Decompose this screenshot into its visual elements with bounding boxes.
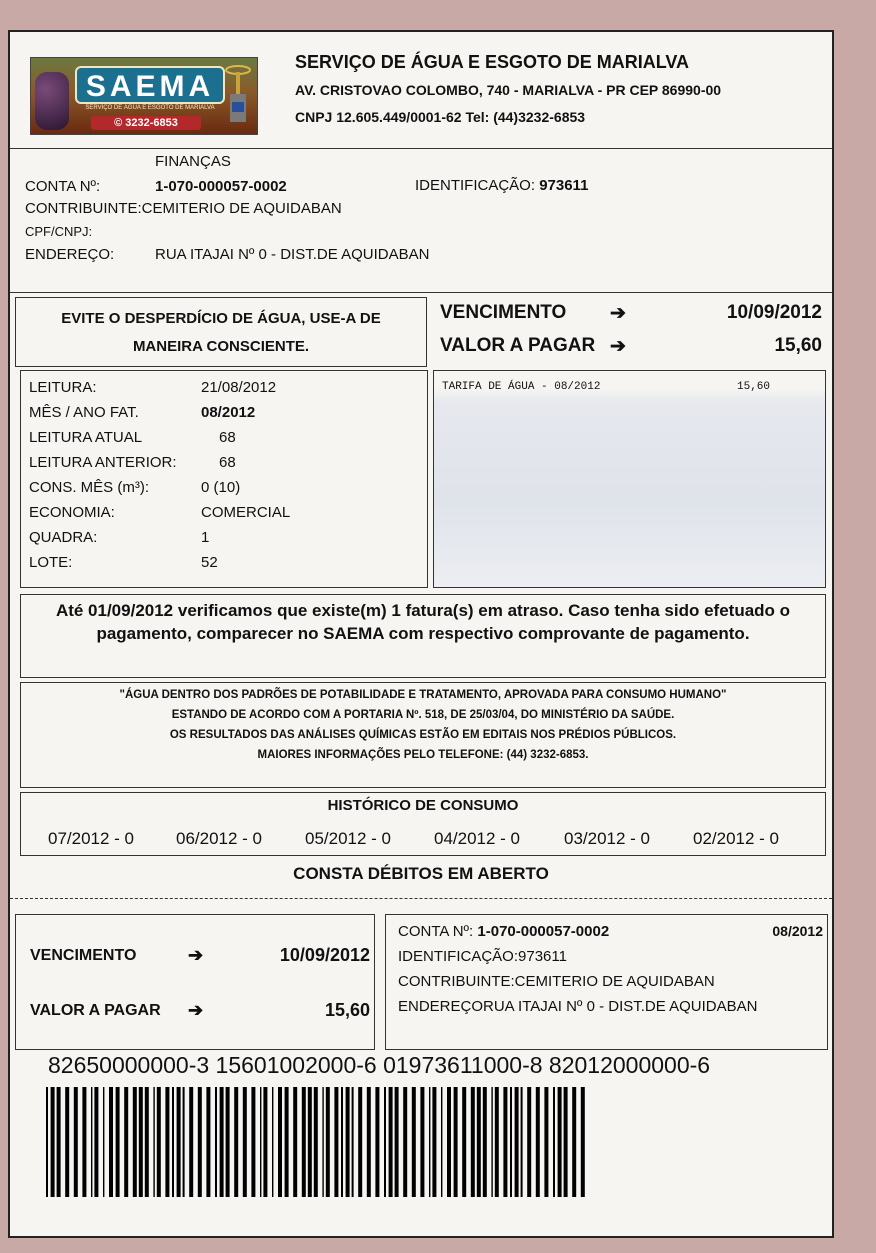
saema-logo	[30, 57, 258, 135]
company-cnpj: CNPJ 12.605.449/0001-62 Tel: (44)3232-6853	[295, 109, 586, 125]
arrow-icon: ➔	[188, 945, 204, 965]
notice-line-2: MANEIRA CONSCIENTE.	[132, 338, 310, 355]
quality-line-4: MAIORES INFORMAÇÕES PELO TELEFONE: (44) 3232-6853.	[257, 749, 589, 761]
overdue-notice	[20, 594, 826, 678]
stub-account-panel	[385, 914, 828, 1050]
barcode	[46, 1087, 586, 1197]
reading-panel	[20, 370, 428, 588]
barcode-digit-line: 82650000000-3 15601002000-6 01973611000-8 82012000000-6	[48, 1052, 711, 1078]
amount-due: 15,60	[774, 335, 822, 356]
previous-reading-label: LEITURA ANTERIOR:	[29, 454, 177, 471]
identification: IDENTIFICAÇÃO: 973611	[415, 177, 589, 194]
account-number-label: CONTA Nº:	[25, 178, 101, 195]
water-quality-notice	[20, 682, 826, 788]
billing-month: 08/2012	[201, 404, 256, 421]
cpf-cnpj-label: CPF/CNPJ:	[25, 224, 93, 239]
charge-item-label: TARIFA DE ÁGUA - 08/2012	[442, 381, 601, 393]
quality-line-2: ESTANDO DE ACORDO COM A PORTARIA Nº. 518, DE 25/03/04, DO MINISTÉRIO DA SAÚDE.	[171, 709, 675, 721]
amount-label: VALOR A PAGAR	[440, 335, 596, 356]
current-reading-label: LEITURA ATUAL	[29, 429, 143, 446]
stub-period: 08/2012	[772, 923, 823, 939]
stub-due-date: 10/09/2012	[279, 945, 370, 965]
arrow-icon: ➔	[610, 303, 626, 324]
stub-amount: 15,60	[324, 1000, 370, 1020]
reading-date: 21/08/2012	[201, 379, 277, 396]
tear-line	[10, 898, 832, 899]
history-title: HISTÓRICO DE CONSUMO	[327, 797, 519, 814]
address-label: ENDEREÇO:	[25, 246, 115, 263]
stub-taxpayer: CONTRIBUINTE:CEMITERIO DE AQUIDABAN	[398, 973, 715, 990]
history-item: 05/2012 - 0	[305, 829, 392, 848]
water-bill	[8, 30, 834, 1238]
water-saving-notice	[15, 297, 427, 367]
quality-line-3: OS RESULTADOS DAS ANÁLISES QUÍMICAS ESTÃO EM EDITAIS NOS PRÉDIOS PÚBLICOS.	[169, 729, 677, 741]
consumption: 0 (10)	[201, 479, 241, 496]
company-name: SERVIÇO DE ÁGUA E ESGOTO DE MARIALVA	[295, 52, 690, 72]
department-label: FINANÇAS	[155, 153, 231, 170]
stub-amount-label: VALOR A PAGAR	[30, 1002, 161, 1019]
logo-wordmark: SAEMA	[75, 66, 225, 104]
arrow-icon: ➔	[610, 336, 626, 357]
history-item: 02/2012 - 0	[693, 829, 780, 848]
stub-identification: IDENTIFICAÇÃO:973611	[398, 948, 567, 965]
open-debts-notice: CONSTA DÉBITOS EM ABERTO	[293, 864, 549, 883]
grapes-icon	[35, 72, 69, 130]
divider	[10, 292, 832, 293]
consumption-label: CONS. MÊS (m³):	[29, 479, 149, 496]
reading-date-label: LEITURA:	[29, 379, 97, 396]
taxpayer: CONTRIBUINTE:CEMITERIO DE AQUIDABAN	[25, 200, 342, 217]
address-value: RUA ITAJAI Nº 0 - DIST.DE AQUIDABAN	[155, 246, 430, 263]
charge-item-value: 15,60	[737, 381, 771, 393]
category: COMERCIAL	[201, 504, 291, 521]
history-item: 04/2012 - 0	[434, 829, 521, 848]
arrow-icon: ➔	[188, 1000, 204, 1020]
history-item: 03/2012 - 0	[564, 829, 651, 848]
billing-month-label: MÊS / ANO FAT.	[29, 404, 139, 421]
charges-panel	[433, 370, 826, 588]
valve-icon	[225, 64, 251, 128]
divider	[10, 148, 832, 149]
stub-address: ENDEREÇORUA ITAJAI Nº 0 - DIST.DE AQUIDABAN	[398, 998, 758, 1015]
account-number: 1-070-000057-0002	[155, 178, 287, 195]
overdue-text: Até 01/09/2012 verificamos que existe(m) 1 fatura(s) em atraso. Caso tenha sido efetuado o pagamento, comparecer no SAEMA com respectivo comprovante de pagamento.	[55, 601, 791, 643]
stub-due-panel	[15, 914, 375, 1050]
lot-label: LOTE:	[29, 554, 73, 571]
history-item: 06/2012 - 0	[176, 829, 263, 848]
stub-account-number: CONTA Nº: 1-070-000057-0002	[398, 923, 610, 940]
block-label: QUADRA:	[29, 529, 98, 546]
stub-due-date-label: VENCIMENTO	[30, 947, 137, 964]
due-date-label: VENCIMENTO	[440, 302, 567, 323]
quality-line-1: "ÁGUA DENTRO DOS PADRÕES DE POTABILIDADE E TRATAMENTO, APROVADA PARA CONSUMO HUMANO"	[119, 689, 727, 701]
block: 1	[201, 529, 210, 546]
lot: 52	[201, 554, 218, 571]
logo-phone: © 3232-6853	[91, 116, 201, 130]
notice-line-1: EVITE O DESPERDÍCIO DE ÁGUA, USE-A DE	[61, 310, 381, 327]
company-address: AV. CRISTOVAO COLOMBO, 740 - MARIALVA - PR CEP 86990-00	[295, 82, 722, 98]
previous-reading: 68	[219, 454, 236, 471]
category-label: ECONOMIA:	[29, 504, 115, 521]
history-item: 07/2012 - 0	[48, 829, 135, 848]
logo-subtitle: SERVIÇO DE ÁGUA E ESGOTO DE MARIALVA	[85, 105, 215, 111]
current-reading: 68	[219, 429, 236, 446]
consumption-history	[20, 792, 826, 856]
due-date: 10/09/2012	[726, 302, 822, 323]
